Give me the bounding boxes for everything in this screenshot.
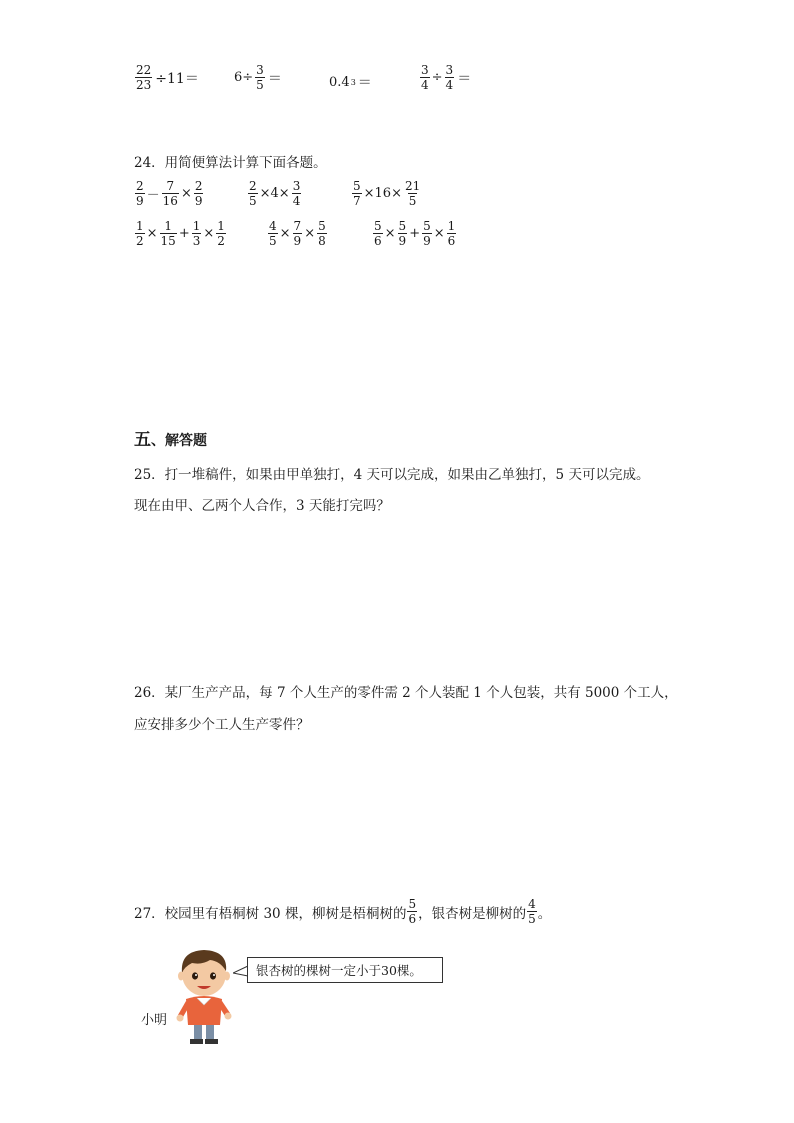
- q26-line1: 26．某厂生产产品，每 7 个人生产的零件需 2 个人装配 1 个人包装，共有 5000 个工人，: [134, 685, 678, 701]
- q24-title: 24．用简便算法计算下面各题。: [134, 155, 327, 171]
- q24-expr-a: $\frac{2}{9}$ － $\frac{7}{16}$ × $\frac{2}{9}$: [136, 179, 203, 208]
- speech-bubble: [247, 957, 443, 983]
- section-heading: 五、解答题: [134, 430, 207, 450]
- q24-expr-c: $\frac{5}{7}$ ×16× $\frac{21}{5}$: [353, 179, 421, 208]
- boy-illustration: [170, 943, 238, 1047]
- character-name: 小明: [141, 1013, 168, 1028]
- q24-expr-e: $\frac{4}{5}$ × $\frac{7}{9}$ × $\frac{5}{8}$: [269, 219, 326, 248]
- bubble-text: 银杏树的棵树一定小于30棵。: [256, 963, 422, 978]
- q25-line2: 现在由甲、乙两个人合作，3 天能打完吗？: [134, 498, 390, 514]
- q24-expr-f: $\frac{5}{6}$ × $\frac{5}{9}$ + $\frac{5}{9}$ × $\frac{1}{6}$: [374, 219, 456, 248]
- q25-line1: 25．打一堆稿件，如果由甲单独打，4 天可以完成，如果由乙单独打，5 天可以完成。: [134, 467, 650, 483]
- calc-1: $\frac{22}{23}$ ÷11＝: [136, 63, 199, 92]
- calc-3: 0.4 3 ＝: [329, 74, 372, 91]
- calc-4: $\frac{3}{4}$ ÷ $\frac{3}{4}$ ＝: [421, 63, 472, 92]
- q24-expr-b: $\frac{2}{5}$ ×4× $\frac{3}{4}$: [249, 179, 301, 208]
- q26-line2: 应安排多少个工人生产零件？: [134, 717, 310, 733]
- q27-text: 27．校园里有梧桐树 30 棵，柳树是梧桐树的 $\frac{5}{6}$ ，银杏树是柳树的 $\frac{4}{5}$ 。: [134, 897, 552, 926]
- calc-2: 6÷ $\frac{3}{5}$ ＝: [234, 63, 282, 92]
- q24-expr-d: $\frac{1}{2}$ × $\frac{1}{15}$ + $\frac{1}{3}$ × $\frac{1}{2}$: [136, 219, 225, 248]
